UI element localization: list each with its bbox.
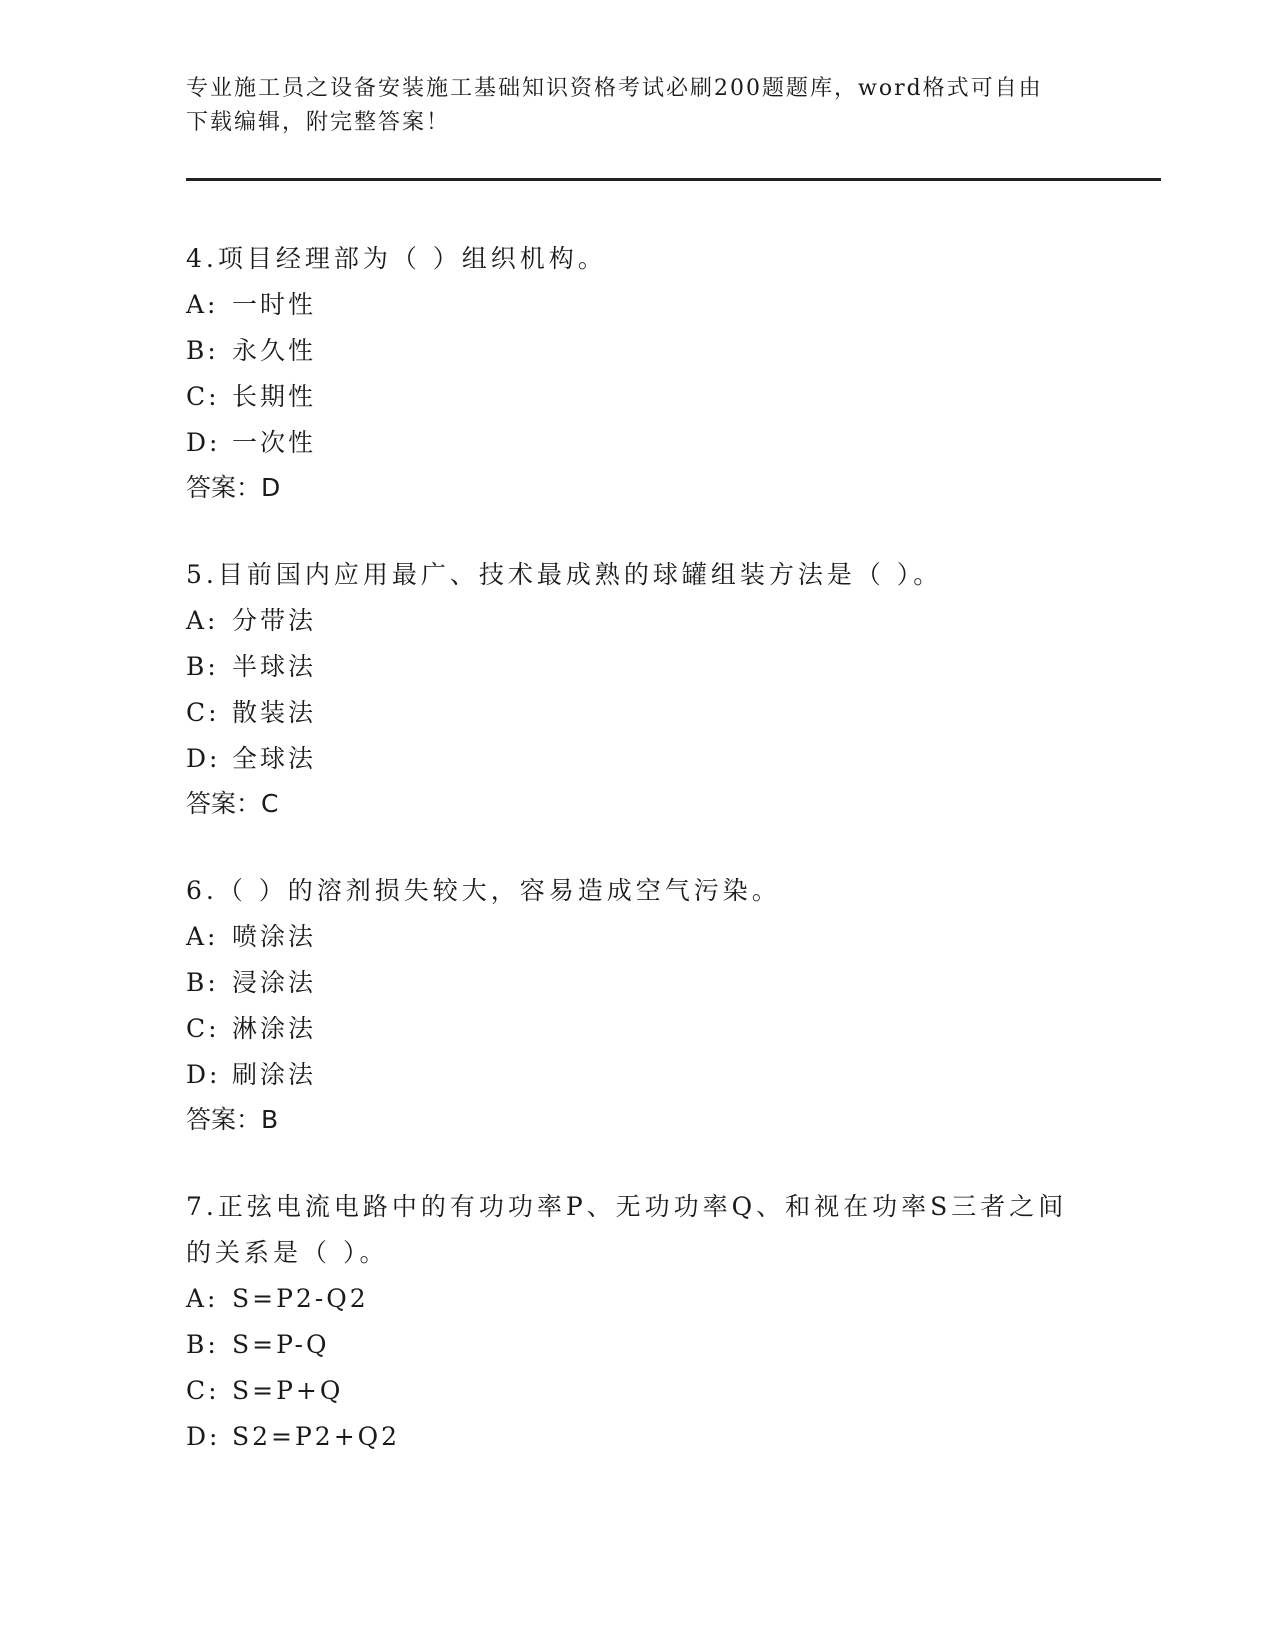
option-letter: C:	[186, 698, 220, 727]
answer-line: 答案：C	[186, 789, 279, 818]
question-item	[186, 1184, 1086, 1460]
answer-line: 答案：B	[186, 1105, 279, 1134]
option-text: 浸涂法	[232, 968, 317, 997]
option-letter: B:	[186, 336, 219, 365]
question-stem: 5.目前国内应用最广、技术最成熟的球罐组装方法是（ ）。	[186, 560, 943, 589]
option-text: S=P-Q	[232, 1330, 330, 1359]
option-letter: C:	[186, 382, 220, 411]
option-b	[186, 644, 1086, 690]
answer-line: 答案：D	[186, 473, 281, 502]
option-c	[186, 1006, 1086, 1052]
option-text: 喷涂法	[232, 922, 317, 951]
option-text: 永久性	[232, 336, 317, 365]
option-text: S2=P2+Q2	[232, 1422, 401, 1451]
option-letter: D:	[186, 1422, 221, 1451]
option-c	[186, 1368, 1086, 1414]
option-letter: C:	[186, 1376, 220, 1405]
option-text: 长期性	[232, 382, 317, 411]
option-text: 全球法	[232, 744, 317, 773]
option-a	[186, 1276, 1086, 1322]
option-text: 散装法	[232, 698, 317, 727]
option-letter: A:	[186, 606, 219, 635]
option-text: 刷涂法	[232, 1060, 317, 1089]
question-item	[186, 868, 1086, 1142]
option-b	[186, 960, 1086, 1006]
option-c	[186, 374, 1086, 420]
question-stem: 6.（ ）的溶剂损失较大，容易造成空气污染。	[186, 876, 781, 905]
option-letter: B:	[186, 968, 219, 997]
option-letter: B:	[186, 652, 219, 681]
option-letter: D:	[186, 744, 221, 773]
header-divider	[186, 178, 1161, 181]
option-letter: C:	[186, 1014, 220, 1043]
option-d	[186, 1414, 1086, 1460]
option-letter: A:	[186, 290, 219, 319]
option-b	[186, 1322, 1086, 1368]
option-c	[186, 690, 1086, 736]
option-d	[186, 420, 1086, 466]
option-text: 一时性	[232, 290, 317, 319]
page-header: 专业施工员之设备安装施工基础知识资格考试必刷200题题库，word格式可自由下载编辑，附完整答案！	[186, 76, 1043, 135]
option-text: 分带法	[232, 606, 317, 635]
option-text: 淋涂法	[232, 1014, 317, 1043]
option-b	[186, 328, 1086, 374]
option-letter: A:	[186, 922, 219, 951]
option-letter: D:	[186, 1060, 221, 1089]
option-text: 一次性	[232, 428, 317, 457]
option-text: S=P2-Q2	[232, 1284, 369, 1313]
option-letter: D:	[186, 428, 221, 457]
question-item	[186, 552, 1086, 826]
question-item	[186, 236, 1086, 510]
option-a	[186, 914, 1086, 960]
option-d	[186, 736, 1086, 782]
option-a	[186, 598, 1086, 644]
option-text: 半球法	[232, 652, 317, 681]
option-a	[186, 282, 1086, 328]
question-list	[186, 236, 1086, 1502]
question-stem: 4.项目经理部为（ ）组织机构。	[186, 244, 607, 273]
option-letter: A:	[186, 1284, 219, 1313]
question-stem: 7.正弦电流电路中的有功功率P、无功功率Q、和视在功率S三者之间的关系是（ ）。	[186, 1192, 1068, 1267]
option-d	[186, 1052, 1086, 1098]
option-letter: B:	[186, 1330, 219, 1359]
option-text: S=P+Q	[232, 1376, 344, 1405]
